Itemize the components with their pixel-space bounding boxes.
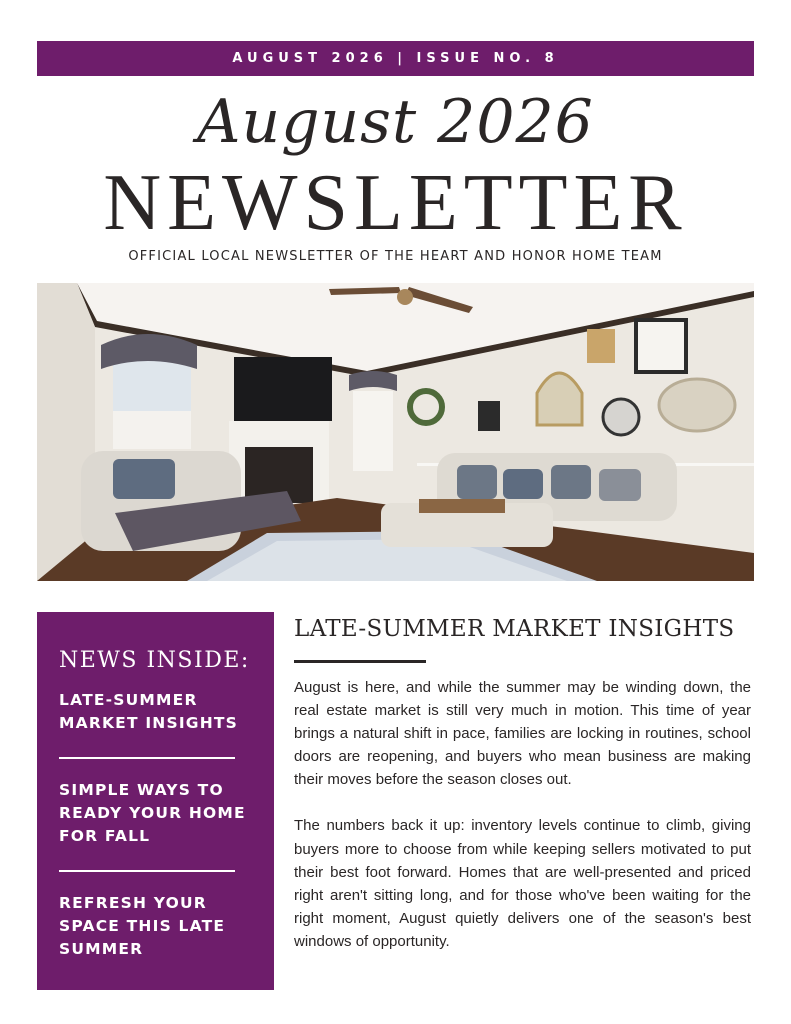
sidebar-heading: NEWS INSIDE:: [59, 648, 250, 673]
article-title-rule: [294, 660, 426, 663]
news-inside-sidebar: [37, 612, 274, 990]
newsletter-subtitle: OFFICIAL LOCAL NEWSLETTER OF THE HEART AND HONOR HOME TEAM: [128, 249, 663, 264]
sidebar-item-refresh-space: REFRESH YOUR SPACE THIS LATE SUMMER: [59, 894, 226, 958]
article-title: LATE-SUMMER MARKET INSIGHTS: [294, 616, 735, 642]
issue-banner: [37, 41, 754, 76]
sidebar-divider: [59, 870, 235, 872]
article-body: [294, 676, 751, 976]
living-room-photo: [37, 283, 754, 581]
article-paragraph: The numbers back it up: inventory levels continue to climb, giving buyers more to choose from while keeping sellers motivated to put their best foot forward. Homes that are well-presented and priced right aren't sitting long, and for those who've been waiting for the right moment, August quietly delivers one of the season's best windows of opportunity.: [294, 817, 751, 950]
article-paragraph: August is here, and while the summer may be winding down, the real estate market is still very much in motion. This time of year brings a natural shift in pace, families are locking in routines, school doors are reopening, and buyers who mean business are making their moves before the season closes out.: [294, 679, 751, 789]
sidebar-divider: [59, 757, 235, 759]
newsletter-title: NEWSLETTER: [103, 159, 688, 247]
script-title: August 2026: [197, 87, 594, 157]
issue-banner-text: AUGUST 2026 | ISSUE NO. 8: [232, 51, 559, 66]
sidebar-item-market-insights: LATE-SUMMER MARKET INSIGHTS: [59, 691, 239, 732]
sidebar-item-ready-home-for-fall: SIMPLE WAYS TO READY YOUR HOME FOR FALL: [59, 781, 246, 845]
